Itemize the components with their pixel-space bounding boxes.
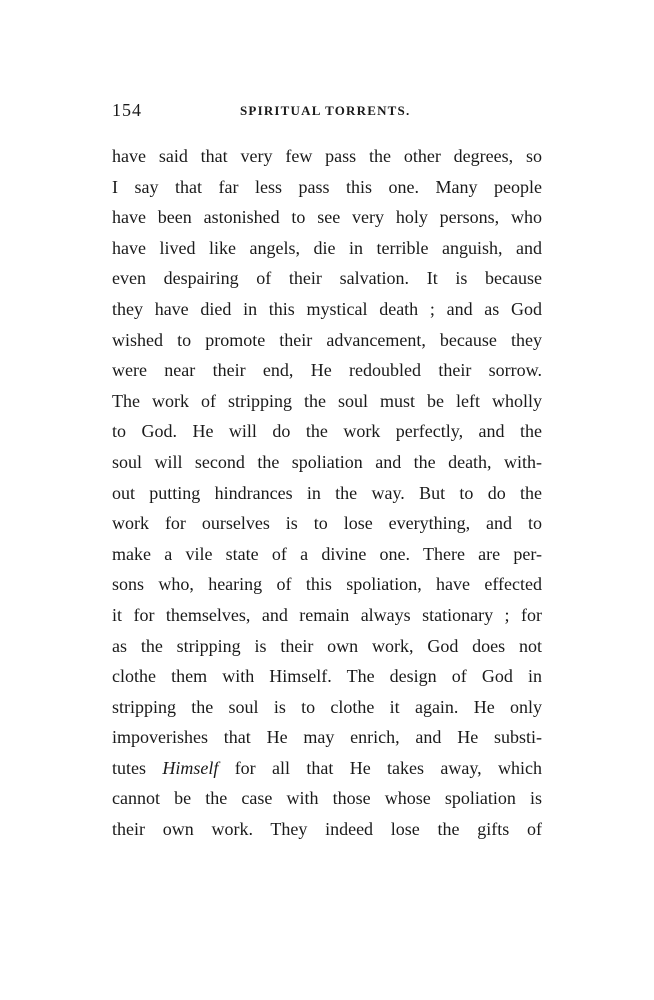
running-title: SPIRITUAL TORRENTS. (240, 103, 411, 118)
text-line: impoverishes that He may enrich, and He substi- (112, 727, 542, 748)
text-line: were near their end, He redoubled their sorrow. (112, 360, 542, 381)
text-line: it for themselves, and remain always stationary ; for (112, 604, 542, 625)
text-line: The work of stripping the soul must be left wholly (112, 390, 542, 411)
text-line: work for ourselves is to lose everything, and to (112, 513, 542, 534)
text-line: they have died in this mystical death ; and as God (112, 298, 542, 319)
line-segment: for all that He takes away, which (234, 757, 542, 778)
text-line: I say that far less pass this one. Many people (112, 176, 542, 197)
text-line: even despairing of their salvation. It is because (112, 268, 542, 289)
page-number: 154 (112, 100, 142, 120)
running-head (112, 100, 542, 126)
text-line: have been astonished to see very holy persons, who (112, 207, 542, 228)
text-line: their own work. They indeed lose the gifts of (112, 819, 542, 840)
text-line: out putting hindrances in the way. But to do the (112, 482, 542, 503)
text-line: have said that very few pass the other degrees, so (112, 146, 542, 166)
text-line: cannot be the case with those whose spoliation is (112, 788, 542, 809)
line-segment: tutes (112, 757, 146, 778)
text-line: stripping the soul is to clothe it again. He only (112, 696, 542, 717)
body-text (112, 141, 542, 845)
text-line: soul will second the spoliation and the death, with- (112, 451, 542, 472)
text-line-with-italic (112, 753, 542, 784)
text-line: clothe them with Himself. The design of God in (112, 666, 542, 687)
italic-word: Himself (162, 757, 219, 778)
text-line: make a vile state of a divine one. There are per- (112, 543, 542, 564)
text-line: wished to promote their advancement, because they (112, 329, 542, 350)
text-line: have lived like angels, die in terrible anguish, and (112, 237, 542, 258)
text-line: sons who, hearing of this spoliation, have effected (112, 574, 542, 595)
text-line: as the stripping is their own work, God does not (112, 635, 542, 656)
text-line: to God. He will do the work perfectly, and the (112, 421, 542, 442)
